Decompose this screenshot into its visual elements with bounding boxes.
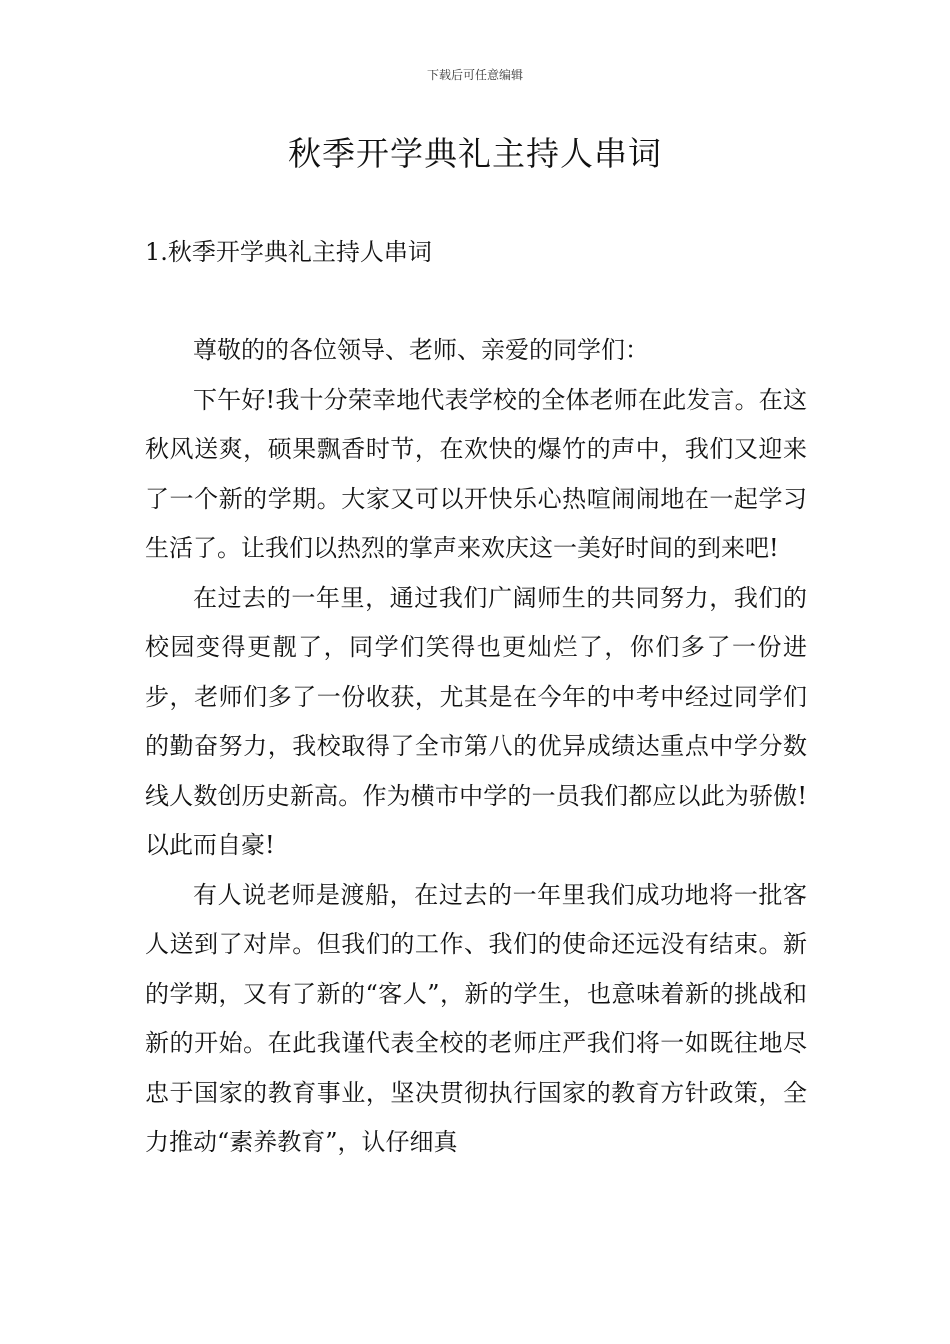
paragraph-salutation: 尊敬的的各位领导、老师、亲爱的同学们： — [193, 336, 649, 364]
paragraph-greeting: 下午好!我十分荣幸地代表学校的全体老师在此发言。在这秋风送爽，硕果飘香时节，在欢快的爆竹的声中，我们又迎来了一个新的学期。大家又可以开快乐心热喧闹闹地在一起学习生活了。让我们以热烈的掌声来欢庆这一美好时间的到来吧! — [145, 385, 807, 562]
section-heading: 1.秋季开学典礼主持人串词 — [145, 238, 432, 266]
document-body — [145, 326, 807, 1168]
paragraph-commitment: 有人说老师是渡船，在过去的一年里我们成功地将一批客人送到了对岸。但我们的工作、我们的使命还远没有结束。新的学期，又有了新的“客人”，新的学生，也意味着新的挑战和新的开始。在此我谨代表全校的老师庄严我们将一如既往地尽忠于国家的教育事业，坚决贯彻执行国家的教育方针政策，全力推动“素养教育”，认仔细真 — [145, 880, 807, 1156]
document-title: 秋季开学典礼主持人串词 — [288, 134, 662, 173]
paragraph-achievements: 在过去的一年里，通过我们广阔师生的共同努力，我们的校园变得更靓了，同学们笑得也更灿烂了，你们多了一份进步，老师们多了一份收获，尤其是在今年的中考中经过同学们的勤奋努力，我校取得了全市第八的优异成绩达重点中学分数线人数创历史新高。作为横市中学的一员我们都应以此为骄傲!以此而自豪! — [145, 583, 807, 859]
header-note: 下载后可任意编辑 — [426, 68, 523, 82]
